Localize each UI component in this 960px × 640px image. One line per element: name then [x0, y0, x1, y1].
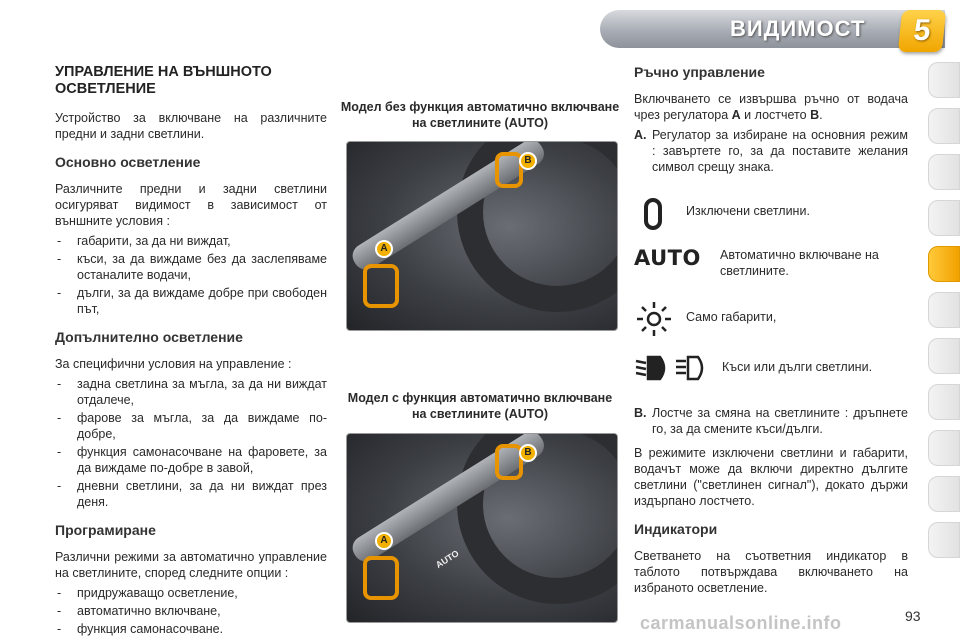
- ring-a-highlight: [363, 264, 399, 308]
- manual-intro-text: .: [819, 107, 823, 122]
- chapter-tab[interactable]: [928, 338, 960, 374]
- steering-wheel-shape: [457, 433, 618, 604]
- marker-a: A: [375, 532, 393, 550]
- mode-off-text: Изключени светлини.: [686, 203, 810, 218]
- steering-wheel-shape: [457, 141, 618, 312]
- chapter-tab[interactable]: [928, 522, 960, 558]
- list-item: - дълги, за да виждаме добре при свободен път,: [55, 285, 327, 317]
- extra-lighting-text: За специфични условия на управление :: [55, 357, 292, 372]
- manual-control-heading: Ръчно управление: [634, 64, 765, 80]
- item-b-description: [634, 405, 908, 437]
- manual-control-intro: [634, 91, 908, 123]
- chapter-tab[interactable]: [928, 200, 960, 236]
- mode-beams-text: Къси или дълги светлини.: [722, 359, 873, 374]
- chapter-tab-active[interactable]: [928, 246, 960, 282]
- list-item: - дневни светлини, за да ни виждат през деня.: [55, 478, 327, 510]
- watermark: carmanualsonline.info: [640, 613, 842, 633]
- marker-b: B: [519, 152, 537, 170]
- zero-off-icon: [634, 197, 674, 233]
- chapter-number-badge: 5: [898, 10, 946, 52]
- list-item: - функция самонасочване.: [55, 621, 327, 637]
- list-item: - габарити, за да ни виждат,: [55, 233, 327, 249]
- page-header: [0, 0, 960, 60]
- mode-beams-row: [634, 353, 908, 401]
- stalk-auto-label: AUTO: [433, 547, 461, 570]
- basic-lighting-text: Различните предни и задни светлини осигуряват видимост в зависимост от външните условия :: [55, 182, 327, 229]
- section-title: УПРАВЛЕНИЕ НА ВЪНШНОТО ОСВЕТЛЕНИЕ: [55, 64, 272, 98]
- list-item: - функция самонасочване на фаровете, за да виждаме по-добре в завой,: [55, 444, 327, 476]
- flash-signal-text: В режимите изключени светлини и габарити, водачът може да включи директно дългите светлини ("светлинен сигнал"), докато държи издърпано лостчето.: [634, 445, 908, 508]
- list-item: - къси, за да виждаме без да заслепяваме останалите водачи,: [55, 251, 327, 283]
- chapter-tabs: [928, 62, 960, 582]
- manual-intro-ref-b: B: [810, 107, 820, 122]
- programming-heading: Програмиране: [55, 522, 156, 539]
- list-item: - придружаващо осветление,: [55, 585, 327, 601]
- manual-intro-ref-a: A: [731, 107, 741, 122]
- mode-auto-text: Автоматично включване на светлините.: [720, 247, 879, 278]
- item-a-text: Регулатор за избиране на основния режим : завъртете го, за да поставите желания символ срещу знака.: [652, 127, 908, 174]
- caption-with-auto: Модел с функция автоматично включване на светлините (AUTO): [347, 391, 613, 421]
- low-high-beam-icon: [634, 353, 714, 383]
- photo-stalk-with-auto: [346, 433, 618, 623]
- list-item: - фарове за мъгла, за да виждаме по-добре,: [55, 410, 327, 442]
- chapter-tab[interactable]: [928, 154, 960, 190]
- mode-auto-row: [634, 245, 908, 293]
- programming-list: [55, 585, 327, 637]
- extra-lighting-list: [55, 376, 327, 510]
- mode-parking-row: [634, 299, 908, 347]
- basic-lighting-heading: Основно осветление: [55, 154, 201, 171]
- manual-intro-text: и лостчето: [740, 107, 811, 122]
- middle-column: [340, 64, 620, 623]
- extra-lighting-heading: Допълнително осветление: [55, 329, 243, 346]
- photo-stalk-without-auto: [346, 141, 618, 331]
- parking-lights-icon: [634, 299, 674, 339]
- list-item: - автоматично включване,: [55, 603, 327, 619]
- list-item: - задна светлина за мъгла, за да ни виждат отдалече,: [55, 376, 327, 408]
- item-b-label: B.: [634, 405, 647, 420]
- marker-b: B: [519, 444, 537, 462]
- item-a-description: [634, 127, 908, 175]
- marker-a: A: [375, 240, 393, 258]
- chapter-tab[interactable]: [928, 292, 960, 328]
- basic-lighting-list: [55, 233, 327, 317]
- chapter-tab[interactable]: [928, 476, 960, 512]
- auto-text-icon: AUTO: [634, 245, 701, 270]
- chapter-tab[interactable]: [928, 108, 960, 144]
- indicators-text: Светването на съответния индикатор в таблото потвърждава включването на избраното осветление.: [634, 548, 908, 595]
- item-a-label: A.: [634, 127, 647, 142]
- left-column: [55, 64, 327, 639]
- programming-text: Различни режими за автоматично управление на светлините, според следните опции :: [55, 549, 327, 580]
- chapter-tab[interactable]: [928, 384, 960, 420]
- chapter-title: ВИДИМОСТ: [730, 16, 866, 41]
- mode-parking-text: Само габарити,: [686, 309, 777, 324]
- intro-text: Устройство за включване на различните предни и задни светлини.: [55, 111, 327, 142]
- caption-without-auto: Модел без функция автоматично включване на светлините (AUTO): [340, 100, 620, 130]
- ring-a-highlight: [363, 556, 399, 600]
- mode-off-row: [634, 197, 908, 245]
- page-number: 93: [905, 608, 921, 624]
- indicators-heading: Индикатори: [634, 520, 718, 537]
- chapter-tab[interactable]: [928, 430, 960, 466]
- right-column: [634, 64, 908, 600]
- item-b-text: Лостче за смяна на светлините : дръпнете го, за да смените къси/дълги.: [652, 405, 908, 436]
- chapter-tab[interactable]: [928, 62, 960, 98]
- manual-intro-text: Включването се извършва ръчно от водача чрез регулатора: [634, 91, 908, 122]
